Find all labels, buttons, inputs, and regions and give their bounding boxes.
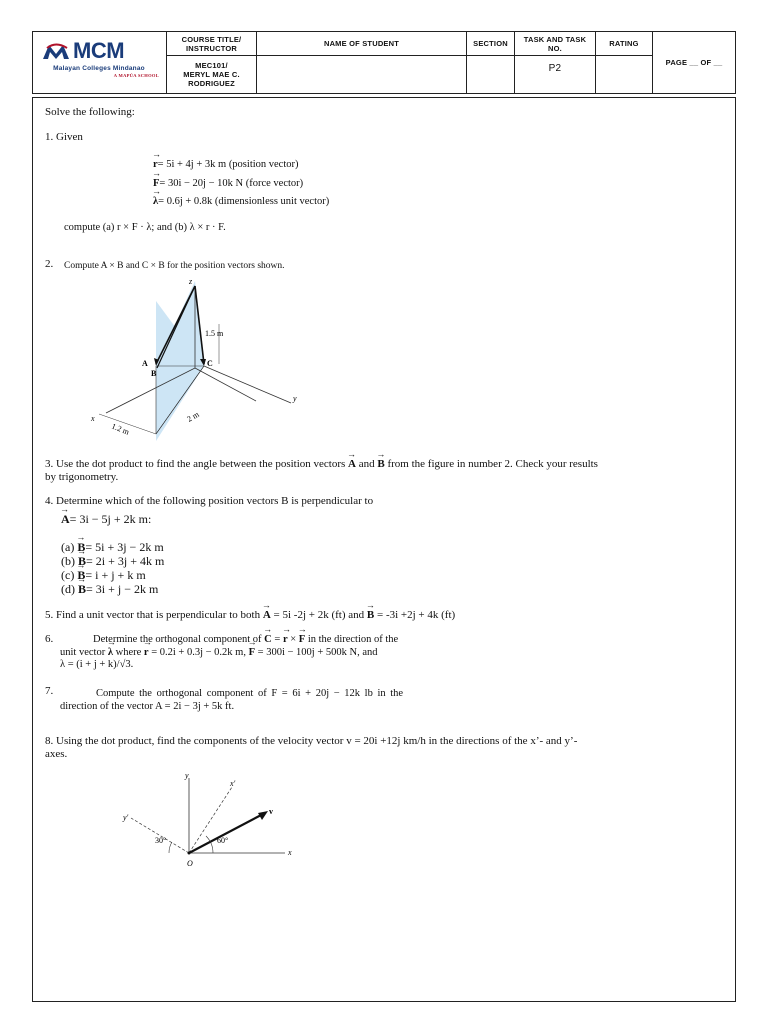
task-label: TASK AND TASK NO. bbox=[515, 32, 596, 55]
label-x: x bbox=[288, 848, 292, 857]
problem-4-option-b: (b) → B= 2i + 3j + 4k m bbox=[61, 555, 164, 568]
label-b: B bbox=[151, 369, 157, 378]
label-origin: O bbox=[187, 859, 193, 868]
logo-subtitle: Malayan Colleges Mindanao bbox=[53, 65, 145, 72]
label-y-prime: y' bbox=[123, 813, 129, 822]
label-60deg: 60° bbox=[217, 836, 229, 845]
instructions: Solve the following: bbox=[45, 106, 135, 118]
problem-1-f-vector: → F= 30i − 20j − 10k N (force vector) bbox=[153, 177, 303, 190]
problem-4-option-c: (c) → B= i + j + k m bbox=[61, 569, 146, 582]
problem-8-line-2: axes. bbox=[45, 748, 68, 760]
rating-field[interactable] bbox=[596, 55, 653, 93]
velocity-vector bbox=[189, 814, 263, 853]
worksheet-body bbox=[32, 97, 736, 1002]
logo-text: MCM bbox=[73, 38, 125, 63]
problem-4-given: → A= 3i − 5j + 2k m: bbox=[61, 513, 151, 526]
problem-4-option-d: (d) → B= 3i + j − 2k m bbox=[61, 583, 158, 596]
label-x: x bbox=[91, 414, 95, 423]
problem-7-line-1: Compute the orthogonal component of F = 6i + 20j − 12k lb in the bbox=[96, 688, 404, 699]
page-number: PAGE __ OF __ bbox=[665, 58, 723, 67]
student-name-label: NAME OF STUDENT bbox=[257, 32, 467, 55]
course-title-label: COURSE TITLE/ INSTRUCTOR bbox=[167, 32, 257, 55]
problem-5: 5. Find a unit vector that is perpendicular to both → A = 5i -2j + 2k (ft) and → B = -3i +2j + 4k (ft) bbox=[45, 609, 455, 622]
problem-6-line-3: λ = (i + j + k)/√3. bbox=[60, 659, 134, 670]
label-x-prime: x' bbox=[230, 779, 236, 788]
section-field[interactable] bbox=[467, 55, 515, 93]
problem-3-line-2: by trigonometry. bbox=[45, 471, 119, 483]
rating-label: RATING bbox=[596, 32, 653, 55]
problem-6-line-1: Determine the orthogonal component of → C = → r × → F in the direction of the bbox=[93, 633, 398, 646]
student-name-field[interactable] bbox=[257, 55, 467, 93]
problem-3-line-1: 3. Use the dot product to find the angle between the position vectors → A and → B from the figure in number 2. Check your results bbox=[45, 458, 598, 471]
label-c: C bbox=[207, 359, 213, 368]
problem-6-line-2: unit vector → λ where → r = 0.2i + 0.3j − 0.2k m, → F = 300i − 100j + 500k N, and bbox=[60, 646, 378, 659]
logo-tagline: A MAPÚA SCHOOL bbox=[113, 73, 159, 78]
angle-arc-30 bbox=[169, 842, 172, 853]
problem-7-line-2: direction of the vector A = 2i − 3j + 5k ft. bbox=[60, 701, 235, 712]
velocity-arrowhead bbox=[258, 811, 268, 820]
problem-1-compute: compute (a) r × F · λ; and (b) λ × r · F. bbox=[64, 222, 226, 233]
label-2m: 2 m bbox=[185, 409, 201, 424]
course-title-value: MEC101/ MERYL MAE C. RODRIGUEZ bbox=[167, 55, 257, 93]
problem-2-number: 2. bbox=[45, 258, 54, 270]
problem-8-line-1: 8. Using the dot product, find the components of the velocity vector v = 20i +12j km/h in the directions of the x’- and y’- bbox=[45, 735, 578, 747]
label-a: A bbox=[142, 359, 148, 368]
problem-1-lambda-vector: → λ= 0.6j + 0.8k (dimensionless unit vector) bbox=[153, 195, 329, 208]
y-axis bbox=[204, 366, 291, 403]
label-z: z bbox=[189, 277, 193, 286]
task-value: P2 bbox=[515, 55, 596, 93]
label-30deg: 30° bbox=[155, 836, 167, 845]
logo-cell bbox=[33, 32, 167, 93]
problem-6-number: 6. bbox=[45, 633, 54, 645]
problem-2-figure bbox=[71, 276, 297, 441]
section-label: SECTION bbox=[467, 32, 515, 55]
label-12m: 1.2 m bbox=[110, 421, 131, 437]
label-y: y bbox=[185, 771, 189, 780]
problem-1-label: 1. Given bbox=[45, 131, 83, 143]
problem-4-option-a: (a) → B= 5i + 3j − 2k m bbox=[61, 541, 164, 554]
problem-8-figure bbox=[113, 773, 303, 873]
label-y: y bbox=[293, 394, 297, 403]
problem-7-number: 7. bbox=[45, 685, 54, 697]
problem-4-line-1: 4. Determine which of the following position vectors B is perpendicular to bbox=[45, 495, 374, 507]
header-table bbox=[32, 31, 736, 94]
problem-1-r-vector: → r= 5i + 4j + 3k m (position vector) bbox=[153, 158, 299, 171]
origin-point bbox=[188, 852, 191, 855]
label-v: v bbox=[269, 807, 273, 816]
problem-2-text: Compute A × B and C × B for the position vectors shown. bbox=[64, 261, 285, 271]
label-15m: 1.5 m bbox=[205, 329, 224, 338]
mcm-emblem-icon bbox=[41, 42, 71, 62]
